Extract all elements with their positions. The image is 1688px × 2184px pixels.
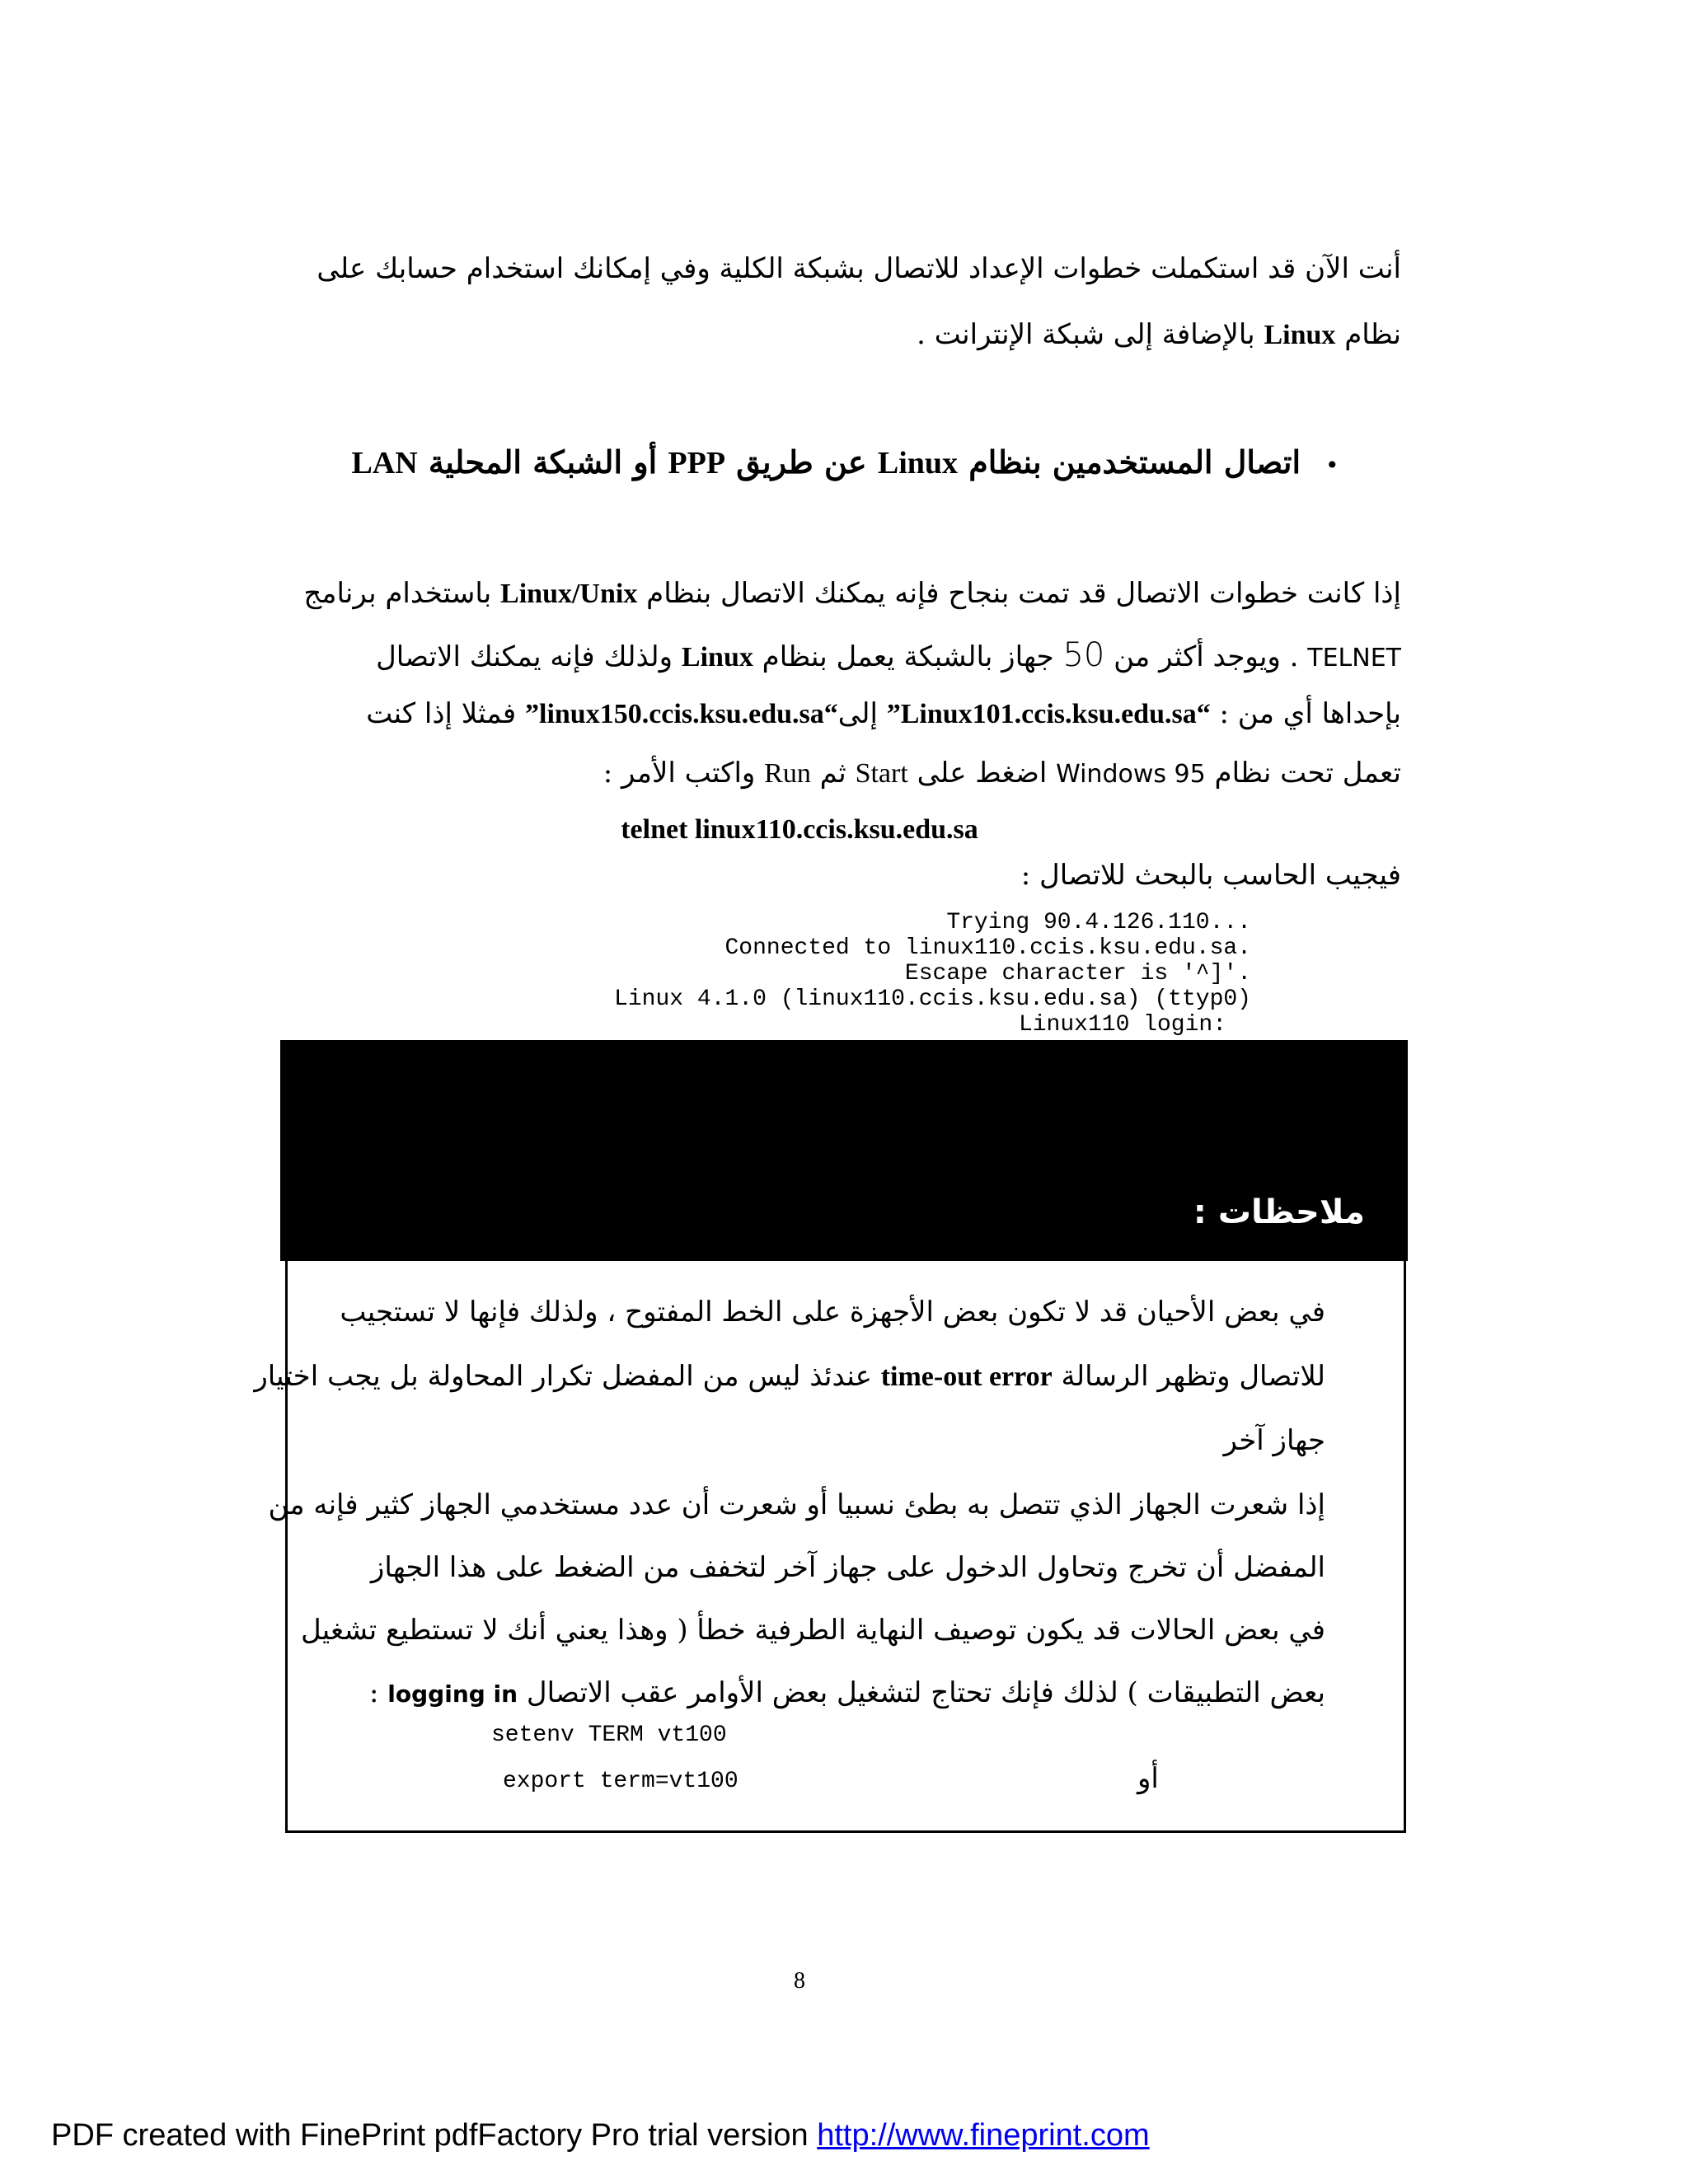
intro-line-2: نظام Linux بالإضافة إلى شبكة الإنترانت .	[917, 318, 1401, 351]
para-line-2: TELNET . ويوجد أكثر من 50 جهاز بالشبكة يعمل بنظام Linux ولذلك فإنه يمكنك الاتصال	[376, 636, 1401, 674]
note1-line-1: في بعض الأحيان قد لا تكون بعض الأجهزة على الخط المفتوح ، ولذلك فإنها لا تستجيب	[340, 1296, 1325, 1329]
para-line-5: فيجيب الحاسب بالبحث للاتصال :	[1020, 859, 1401, 892]
note3-line-2: بعض التطبيقات ) لذلك فإنك تحتاج لتشغيل بعض الأوامر عقب الاتصال logging in :	[369, 1676, 1325, 1709]
command-setenv: setenv TERM vt100	[491, 1722, 727, 1748]
terminal-line: Connected to linux110.ccis.ksu.edu.sa.	[724, 935, 1251, 961]
terminal-line: Linux 4.1.0 (linux110.ccis.ksu.edu.sa) (ttyp0)	[614, 987, 1251, 1012]
note1-line-3: جهاز آخر	[1223, 1424, 1325, 1457]
para-line-4: تعمل تحت نظام Windows 95 اضغط على Start ثم Run واكتب الأمر :	[603, 757, 1401, 790]
notes-box	[285, 1261, 1406, 1833]
telnet-command: telnet linux110.ccis.ksu.edu.sa	[621, 814, 978, 845]
para-line-3: بإحداها أي من : “Linux101.ccis.ksu.edu.sa” إلى“linux150.ccis.ksu.edu.sa” فمثلا إذا كنت	[366, 697, 1401, 730]
notes-title: ملاحظات :	[1193, 1193, 1365, 1231]
pdf-footer: PDF created with FinePrint pdfFactory Pro trial version http://www.fineprint.com	[51, 2118, 1150, 2153]
bullet-icon: •	[1325, 452, 1339, 479]
intro-line-1: أنت الآن قد استكملت خطوات الإعداد للاتصال بشبكة الكلية وفي إمكانك استخدام حسابك على	[316, 252, 1401, 285]
note1-line-2: للاتصال وتظهر الرسالة time-out error عندئذ ليس من المفضل تكرار المحاولة بل يجب اختيار	[254, 1360, 1325, 1393]
note2-line-2: المفضل أن تخرج وتحاول الدخول على جهاز آخر لتخفف من الضغط على هذا الجهاز	[370, 1551, 1325, 1584]
note3-line-1: في بعض الحالات قد يكون توصيف النهاية الطرفية خطأ ( وهذا يعني أنك لا تستطيع تشغيل	[300, 1614, 1325, 1647]
terminal-line: Linux110 login:	[1018, 1012, 1226, 1038]
page-number: 8	[794, 1968, 805, 1994]
or-label: أو	[1137, 1762, 1159, 1795]
command-export: export term=vt100	[503, 1769, 738, 1794]
note2-line-1: إذا شعرت الجهاز الذي تتصل به بطئ نسبيا أو شعرت أن عدد مستخدمي الجهاز كثير فإنه من	[268, 1488, 1325, 1521]
fineprint-link[interactable]: http://www.fineprint.com	[817, 2118, 1150, 2153]
para-line-1: إذا كانت خطوات الاتصال قد تمت بنجاح فإنه يمكنك الاتصال بنظام Linux/Unix باستخدام برنامج	[303, 577, 1401, 610]
section-heading: اتصال المستخدمين بنظام Linux عن طريق PPP أو الشبكة المحلية LAN	[351, 443, 1301, 480]
terminal-output	[614, 910, 1251, 1038]
terminal-line: Trying 90.4.126.110...	[946, 910, 1251, 935]
terminal-line: Escape character is '^]'.	[904, 961, 1251, 987]
